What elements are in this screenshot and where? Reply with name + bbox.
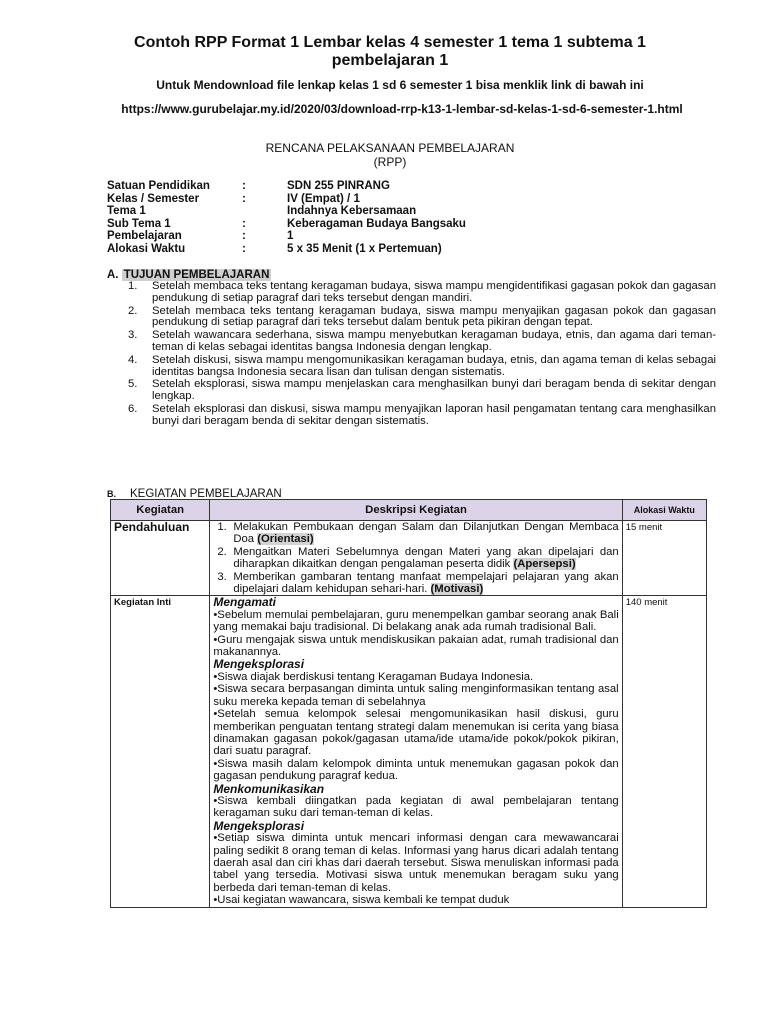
learning-goals-list bbox=[128, 281, 716, 429]
header-kegiatan: Kegiatan bbox=[111, 500, 210, 521]
table-header-row bbox=[111, 500, 707, 521]
list-item: 2. Setelah membaca teks tentang keragaman budaya, siswa mampu menyajikan gagasan pokok dan gagasan pendukung di setiap paragraf dari teks tersebut dalam bentuk peta pikiran dengan tepat. bbox=[128, 304, 716, 329]
list-item: 2. Mengaitkan Materi Sebelumnya dengan Materi yang akan dipelajari dan diharapkan dikaitkan dengan pengalaman peserta didik (Apersepsi) bbox=[217, 545, 619, 571]
activity-table bbox=[110, 499, 707, 908]
identity-key: Sub Tema 1 bbox=[107, 217, 171, 230]
identity-key: Alokasi Waktu bbox=[107, 242, 186, 255]
download-note: Untuk Mendownload file lenkap kelas 1 sd 6 semester 1 bisa menklik link di bawah ini bbox=[156, 78, 644, 92]
phase-menkomunikasikan: Menkomunikasikan bbox=[213, 781, 325, 796]
list-item: 3. Setelah wawancara sederhana, siswa mampu menyebutkan keragaman budaya, etnis, dan agama dari teman-teman di kelas sebagai identitas bangsa Indonesia dengan lengkap. bbox=[128, 329, 716, 353]
identity-value: 1 bbox=[287, 230, 294, 243]
list-item: 1. Melakukan Pembukaan dengan Salam dan Dilanjutkan Dengan Membaca Doa (Orientasi) bbox=[217, 521, 619, 546]
identity-value: SDN 255 PINRANG bbox=[287, 180, 390, 192]
table-row bbox=[111, 596, 707, 907]
list-item: 6. Setelah eksplorasi dan diskusi, siswa mampu menyajikan laporan hasil pengamatan tentang cara menghasilkan bunyi dari beragam benda di sekitar dengan sistematis. bbox=[128, 402, 716, 427]
document-page: Contoh RPP Format 1 Lembar kelas 4 semester 1 tema 1 subtema 1 pembelajaran 1 Untuk Mendownload file lenkap kelas 1 sd 6 semester 1 bisa menklik link di bawah ini https://www.gurubelajar.my.id/2020/03/download-rrp-k13-1-lembar-sd-kelas-1-sd-6-semester-1.html RENCANA PELAKSANAAN PEMBELAJARAN (RPP) Satuan Pendidikan : SDN 255 PINRANG Kelas / Semester : IV (Empat) / 1 Tema 1 Indahnya Kebersamaan Sub Tema 1 : Keberagaman Budaya Bangsaku Pembelajaran : 1 Alokasi Waktu : 5 x 35 Menit (1 x Pertemuan) A. TUJUAN PEMBELAJARAN 1. Setelah membaca teks tentang keragaman budaya, siswa mampu mengidentifikasi gagasan pokok dan gagasan pendukung di setiap paragraf dari teks tersebut dengan mandiri. 2. Setelah membaca teks tentang keragaman budaya, siswa mampu menyajikan gagasan pokok dan gagasan pendukung di setiap paragraf dari teks tersebut dalam bentuk peta pikiran dengan tepat. 3. Setelah wawancara sederhana, siswa mampu menyebutkan keragaman budaya, etnis, dan agama dari teman-teman di kelas sebagai identitas bangsa Indonesia dengan lengkap. 4. Setelah diskusi, siswa mampu mengomunikasikan keragaman budaya, etnis, dan agama teman di kelas sebagai identitas bangsa Indonesia secara lisan dan tulisan dengan sistematis. 5. Setelah eksplorasi, siswa mampu menjelaskan cara menghasilkan bunyi dari beragam benda di sekitar dengan lengkap. 6. Setelah eksplorasi dan diskusi, siswa mampu menyajikan laporan hasil pengamatan tentang cara menghasilkan bunyi dari beragam benda di sekitar dengan sistematis. B. KEGIATAN PEMBELAJARAN Kegiatan Deskripsi Kegiatan Alokasi Waktu Pendahuluan 1. Melakukan Pembukaan dengan Salam dan Dilanjutkan Dengan Membaca Doa (Orientasi) 2. Mengaitkan Materi Sebelumnya dengan Materi yang akan dipelajari dan diharapkan dikaitkan dengan pengalaman peserta didik (Apersepsi) 3. Memberikan gambaran tentang manfaat mempelajari pelajaran yang akan dipelajari dalam kehidupan sehari-hari. (Motivasi) 15 menit Kegiatan Inti Mengamati •Sebelum memulai pembelajaran, guru menempelkan gambar seorang anak Bali yang memakai baju tradisional. Di belakang anak ada rumah tradisional Bali. •Guru mengajak siswa untuk mendiskusikan pakaian adat, rumah tradisional dan makanannya. Mengeksplorasi •Siswa diajak berdiskusi tentang Keragaman Budaya Indonesia. •Siswa secara berpasangan diminta untuk saling menginformasikan tentang asal suku mereka kepada teman di sebelahnya •Setelah semua kelompok selesai mengomunikasikan hasil diskusi, guru memberikan penguatan tentang strategi dalam menemukan isi cerita yang biasa dinamakan gagasan pokok/gagasan utama/ide utama/ide pokok/pokok pikiran, dari suatu paragraf. •Siswa masih dalam kelompok diminta untuk menemukan gagasan pokok dan gagasan pendukung paragraf kedua. Menkomunikasikan •Siswa kembali diingatkan pada kegiatan di awal pembelajaran tentang keragaman suku dari teman-teman di kelas. Mengeksplorasi •Setiap siswa diminta untuk mencari informasi dengan cara mewawancarai paling sedikit 8 orang teman di kelas. Informasi yang harus dicari adalah tentang daerah asal dan ciri khas dari daerah tersebut. Siswa menuliskan informasi pada tabel yang tersedia. Motivasi siswa untuk menemukan beragam suku yang berbeda dari teman-teman di kelas. •Usai kegiatan wawancara, siswa kembali ke tempat duduk 140 menit bbox=[0, 0, 768, 1024]
header-alokasi: Alokasi Waktu bbox=[622, 500, 706, 521]
download-link[interactable]: https://www.gurubelajar.my.id/2020/03/download-rrp-k13-1-lembar-sd-kelas-1-sd-6-semester-1.html bbox=[121, 102, 683, 116]
header-deskripsi: Deskripsi Kegiatan bbox=[210, 500, 622, 521]
pendahuluan-desc bbox=[210, 521, 622, 596]
list-item: 3. Memberikan gambaran tentang manfaat mempelajari pelajaran yang akan dipelajari dalam kehidupan sehari-hari. (Motivasi) bbox=[217, 570, 619, 596]
list-item: 5. Setelah eksplorasi, siswa mampu menjelaskan cara menghasilkan bunyi dari beragam benda di sekitar dengan lengkap. bbox=[128, 378, 716, 403]
inti-time: 140 menit bbox=[622, 596, 706, 907]
identity-value: 5 x 35 Menit (1 x Pertemuan) bbox=[287, 242, 442, 255]
identity-key: Kelas / Semester bbox=[107, 192, 200, 205]
identity-key: Tema 1 bbox=[107, 205, 146, 218]
identity-value: Keberagaman Budaya Bangsaku bbox=[287, 217, 466, 230]
section-b-letter: B. bbox=[107, 489, 116, 499]
phase-mengeksplorasi-2: Mengeksplorasi bbox=[213, 818, 305, 833]
phase-mengamati: Mengamati bbox=[213, 595, 277, 610]
identity-value: IV (Empat) / 1 bbox=[287, 192, 360, 205]
phase-mengeksplorasi: Mengeksplorasi bbox=[213, 657, 305, 672]
table-row bbox=[111, 521, 707, 596]
inti-desc: Mengamati •Sebelum memulai pembelajaran, guru menempelkan gambar seorang anak Bali yang memakai baju tradisional. Di belakang anak ada rumah tradisional Bali. •Guru mengajak siswa untuk mendiskusikan pakaian adat, rumah tradisional dan makanannya. Mengeksplorasi •Siswa diajak berdiskusi tentang Keragaman Budaya Indonesia. •Siswa secara berpasangan diminta untuk saling menginformasikan tentang asal suku mereka kepada teman di sebelahnya •Setelah semua kelompok selesai mengomunikasikan hasil diskusi, guru memberikan penguatan tentang strategi dalam menemukan isi cerita yang biasa dinamakan gagasan pokok/gagasan utama/ide utama/ide pokok/pokok pikiran, dari suatu paragraf. •Siswa masih dalam kelompok diminta untuk menemukan gagasan pokok dan gagasan pendukung paragraf kedua. Menkomunikasikan •Siswa kembali diingatkan pada kegiatan di awal pembelajaran tentang keragaman suku dari teman-teman di kelas. Mengeksplorasi •Setiap siswa diminta untuk mencari informasi dengan cara mewawancarai paling sedikit 8 orang teman di kelas. Informasi yang harus dicari adalah tentang daerah asal dan ciri khas dari daerah tersebut. Siswa menuliskan informasi pada tabel yang tersedia. Motivasi siswa untuk menemukan beragam suku yang berbeda dari teman-teman di kelas. •Usai kegiatan wawancara, siswa kembali ke tempat duduk bbox=[210, 596, 622, 907]
list-item: 4. Setelah diskusi, siswa mampu mengomunikasikan keragaman budaya, etnis, dan agama teman di kelas sebagai identitas bangsa Indonesia secara lisan dan tulisan dengan sistematis. bbox=[128, 353, 716, 378]
pendahuluan-time: 15 menit bbox=[622, 521, 706, 596]
section-a-letter: A. bbox=[107, 269, 119, 281]
identity-key: Pembelajaran bbox=[107, 230, 182, 243]
rpp-abbr: (RPP) bbox=[373, 155, 407, 169]
inti-label: Kegiatan Inti bbox=[111, 596, 210, 907]
document-title: Contoh RPP Format 1 Lembar kelas 4 semester 1 tema 1 subtema 1 pembelajaran 1 bbox=[134, 34, 646, 69]
identity-value: Indahnya Kebersamaan bbox=[287, 205, 417, 218]
identity-key: Satuan Pendidikan bbox=[107, 180, 210, 192]
list-item: 1. Setelah membaca teks tentang keragaman budaya, siswa mampu mengidentifikasi gagasan pokok dan gagasan pendukung di setiap paragraf dari teks tersebut dengan mandiri. bbox=[128, 280, 716, 304]
rpp-title: RENCANA PELAKSANAAN PEMBELAJARAN bbox=[265, 141, 515, 155]
section-b-title: KEGIATAN PEMBELAJARAN bbox=[130, 488, 282, 500]
pendahuluan-label: Pendahuluan bbox=[111, 521, 210, 596]
section-a-title: TUJUAN PEMBELAJARAN bbox=[123, 269, 270, 281]
